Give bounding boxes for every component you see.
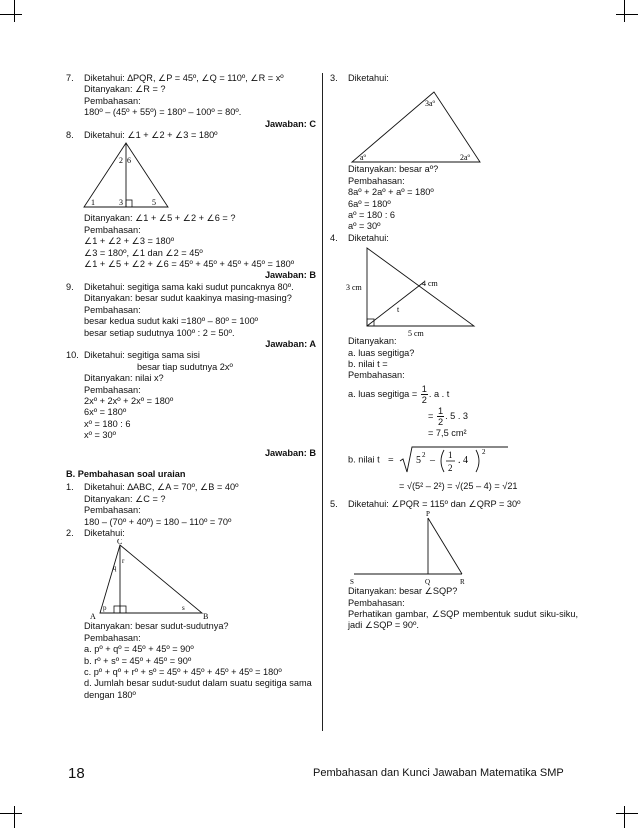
u1-asked: Ditanyakan: ∠C = ? xyxy=(84,493,166,504)
u5-label-s: S xyxy=(350,578,354,587)
u4-question-b: b. nilai t = xyxy=(348,359,388,370)
column-divider xyxy=(322,73,323,731)
u2-label-r: r xyxy=(122,557,125,566)
footer-title: Pembahasan dan Kunci Jawaban Matematika SMP xyxy=(313,767,564,779)
q9-answer: Jawaban: A xyxy=(265,338,316,349)
q10-number: 10. xyxy=(66,350,79,361)
q9-discussion: Pembahasan: xyxy=(84,304,141,315)
u2-label-q: q xyxy=(113,564,117,573)
u3-number: 3. xyxy=(330,73,338,83)
u4-given-row xyxy=(330,233,578,244)
q10-given: Diketahui: segitiga sama sisi xyxy=(84,350,200,361)
u4-triangle-figure xyxy=(330,244,578,336)
q9-number: 9. xyxy=(66,281,74,292)
u3-triangle-figure xyxy=(330,84,578,164)
crop-mark xyxy=(0,14,22,15)
u2-right-angle-mark xyxy=(120,606,126,613)
u1-given-row xyxy=(66,482,316,493)
u2-given-row xyxy=(66,528,316,539)
u4-t-half-den: 2 xyxy=(448,463,453,474)
u4-t-root-expression xyxy=(388,445,528,475)
q9-step-2: besar setiap sudutnya 100º : 2 = 50º. xyxy=(84,327,235,338)
u5-label-p: P xyxy=(426,510,430,519)
q8-given: Diketahui: ∠1 + ∠2 + ∠3 = 180º xyxy=(84,130,218,141)
u4-area-formula xyxy=(330,384,578,406)
u4-t-formula xyxy=(330,445,578,475)
u4-asked: Ditanyakan: xyxy=(348,336,397,347)
u2-label-b: B xyxy=(203,612,209,622)
u2-label-p: p xyxy=(103,604,107,613)
u1-given: Diketahui: ∆ABC, ∠A = 70º, ∠B = 40º xyxy=(84,482,239,493)
crop-mark xyxy=(0,813,22,814)
u5-given-row xyxy=(330,499,578,510)
u4-area-substitution xyxy=(330,406,578,428)
q10-step-4: xº = 30º xyxy=(84,430,116,441)
u2-number: 2. xyxy=(66,528,74,538)
u3-given: Diketahui: xyxy=(348,73,389,83)
u3-asked: Ditanyakan: besar aº? xyxy=(348,164,439,175)
q8-step-2: ∠3 = 180º, ∠1 dan ∠2 = 45º xyxy=(84,247,203,258)
u1-discussion: Pembahasan: xyxy=(84,505,141,516)
u3-discussion: Pembahasan: xyxy=(348,175,405,186)
q7-given-row xyxy=(66,73,316,84)
q8-number: 8. xyxy=(66,130,74,141)
u5-explanation: Perhatikan gambar, ∠SQP membentuk sudut siku-siku, jadi ∠SQP = 90º. xyxy=(348,608,578,631)
u3-label-left: aº xyxy=(360,153,367,163)
u2-item-c: c. pº + qº + rº + sº = 45º + 45º + 45º + 45º = 180º xyxy=(84,667,282,678)
q8-label-3: 3 xyxy=(119,198,123,208)
page-number: 18 xyxy=(68,765,85,782)
u2-asked: Ditanyakan: besar sudut-sudutnya? xyxy=(84,621,229,632)
u2-right-angle-mark xyxy=(114,606,120,613)
u4-area-label: a. luas segitiga = xyxy=(348,388,418,399)
crop-mark xyxy=(14,0,15,22)
q10-discussion: Pembahasan: xyxy=(84,384,141,395)
u2-label-a: A xyxy=(90,612,96,622)
q7-calc: 180º – (45º + 55º) = 180º – 100º = 80º. xyxy=(84,107,242,118)
u2-discussion: Pembahasan: xyxy=(84,632,141,643)
q7-number: 7. xyxy=(66,73,74,83)
u2-triangle-figure xyxy=(66,539,316,621)
u4-discussion: Pembahasan: xyxy=(348,370,405,381)
u4-t-sq: 2 xyxy=(422,451,426,460)
q8-answer: Jawaban: B xyxy=(264,270,316,281)
u4-half-den-2: 2 xyxy=(437,416,444,427)
u3-given-row xyxy=(330,73,578,84)
u2-given: Diketahui: xyxy=(84,528,125,538)
u4-number: 4. xyxy=(330,232,338,243)
u4-label-hyp: 4 cm xyxy=(422,279,438,289)
u3-step-1: 8aº + 2aº + aº = 180º xyxy=(348,187,434,198)
u4-half-num-2: 1 xyxy=(437,405,444,416)
crop-mark xyxy=(14,806,15,828)
u4-half-fraction-2 xyxy=(437,406,444,427)
q10-step-2: 6xº = 180º xyxy=(84,407,127,418)
u5-asked: Ditanyakan: besar ∠SQP? xyxy=(348,586,458,597)
u4-height-t xyxy=(367,282,424,326)
q9-given-row xyxy=(66,282,316,293)
q7-discussion: Pembahasan: xyxy=(84,95,141,106)
u4-t-result: = √(5² – 2²) = √(25 – 4) = √21 xyxy=(399,481,518,492)
u4-equals: = xyxy=(428,410,434,421)
u5-number: 5. xyxy=(330,498,338,509)
u4-label-t: t xyxy=(397,305,400,315)
q8-triangle-figure xyxy=(66,141,316,213)
u5-label-r: R xyxy=(460,578,465,587)
q8-discussion: Pembahasan: xyxy=(84,224,141,235)
crop-mark xyxy=(616,813,638,814)
q10-asked: Ditanyakan: nilai x? xyxy=(84,373,164,384)
u4-t-outer-sq: 2 xyxy=(482,448,486,457)
q9-given: Diketahui: segitiga sama kaki sudut puncaknya 80º. xyxy=(84,281,294,292)
u4-area-rest-2: . 5 . 3 xyxy=(445,410,469,421)
u4-label-base: 5 cm xyxy=(408,329,424,337)
q7-answer: Jawaban: C xyxy=(264,118,316,129)
u4-half-fraction xyxy=(421,384,428,405)
u4-t-equals: = xyxy=(388,455,394,467)
u1-number: 1. xyxy=(66,482,74,493)
u4-t-four: . 4 xyxy=(458,455,469,467)
u2-item-d: d. Jumlah besar sudut-sudut dalam suatu segitiga sama dengan 180º xyxy=(84,678,312,700)
section-b-heading: B. Pembahasan soal uraian xyxy=(66,468,186,479)
q9-asked: Ditanyakan: besar sudut kaakinya masing-masing? xyxy=(84,293,292,304)
u5-line-pr xyxy=(428,518,462,574)
u4-paren-left xyxy=(441,450,444,472)
u2-triangle xyxy=(100,545,202,613)
u5-given: Diketahui: ∠PQR = 115º dan ∠QRP = 30º xyxy=(348,498,521,509)
u2-label-s: s xyxy=(182,604,185,613)
u2-label-c: C xyxy=(117,539,123,547)
u4-given: Diketahui: xyxy=(348,232,389,243)
q7-asked: Ditanyakan: ∠R = ? xyxy=(84,84,166,95)
u3-step-3: aº = 180 : 6 xyxy=(348,210,396,221)
right-column xyxy=(330,73,578,632)
q8-asked: Ditanyakan: ∠1 + ∠5 + ∠2 + ∠6 = ? xyxy=(84,213,236,224)
q8-label-1: 1 xyxy=(91,198,95,208)
q10-step-1: 2xº + 2xº + 2xº = 180º xyxy=(84,395,174,406)
crop-mark xyxy=(624,806,625,828)
q8-label-5: 5 xyxy=(152,198,156,208)
u5-label-q: Q xyxy=(425,578,431,587)
u4-half-num: 1 xyxy=(421,383,427,394)
q10-given-row xyxy=(66,350,316,361)
u3-label-right: 2aº xyxy=(460,153,471,163)
u4-t-half-num: 1 xyxy=(448,450,453,461)
q10-answer: Jawaban: B xyxy=(264,447,316,458)
q10-given-2: besar tiap sudutnya 2xº xyxy=(137,361,233,372)
u5-discussion: Pembahasan: xyxy=(348,597,405,608)
u4-t-label: b. nilai t xyxy=(348,454,380,465)
u4-triangle xyxy=(367,248,474,326)
u4-paren-right xyxy=(476,450,479,472)
u4-t-five: 5 xyxy=(416,455,422,467)
left-column xyxy=(66,73,316,701)
u4-t-minus: – xyxy=(430,455,436,467)
u3-step-2: 6aº = 180º xyxy=(348,198,391,209)
q7-given: Diketahui: ∆PQR, ∠P = 45º, ∠Q = 110º, ∠R = xº xyxy=(84,73,284,83)
u3-triangle xyxy=(352,92,480,162)
u4-area-rest: . a . t xyxy=(428,388,450,399)
u5-figure xyxy=(330,510,578,586)
q8-given-row xyxy=(66,130,316,141)
u4-question-a: a. luas segitiga? xyxy=(348,347,415,358)
q8-step-1: ∠1 + ∠2 + ∠3 = 180º xyxy=(84,236,175,247)
u4-area-result: = 7,5 cm² xyxy=(428,427,467,438)
u2-item-b: b. rº + sº = 45º + 45º = 90º xyxy=(84,655,192,666)
q8-right-angle-mark xyxy=(126,200,132,207)
u3-label-top: 3aº xyxy=(425,99,436,109)
u4-label-left: 3 cm xyxy=(346,283,362,293)
u3-step-4: aº = 30º xyxy=(348,221,381,232)
crop-mark xyxy=(616,14,638,15)
u2-item-a: a. pº + qº = 45º + 45º = 90º xyxy=(84,644,194,655)
q8-label-2: 2 xyxy=(119,156,123,166)
q8-label-6: 6 xyxy=(127,156,131,166)
u1-calc: 180 – (70º + 40º) = 180 – 110º = 70º xyxy=(84,516,232,527)
crop-mark xyxy=(624,0,625,22)
q10-step-3: xº = 180 : 6 xyxy=(84,418,131,429)
u4-half-den: 2 xyxy=(421,394,427,405)
q9-step-1: besar kedua sudut kaki =180º – 80º = 100º xyxy=(84,316,259,327)
q8-step-3: ∠1 + ∠5 + ∠2 + ∠6 = 45º + 45º + 45º + 45º = 180º xyxy=(84,259,295,270)
